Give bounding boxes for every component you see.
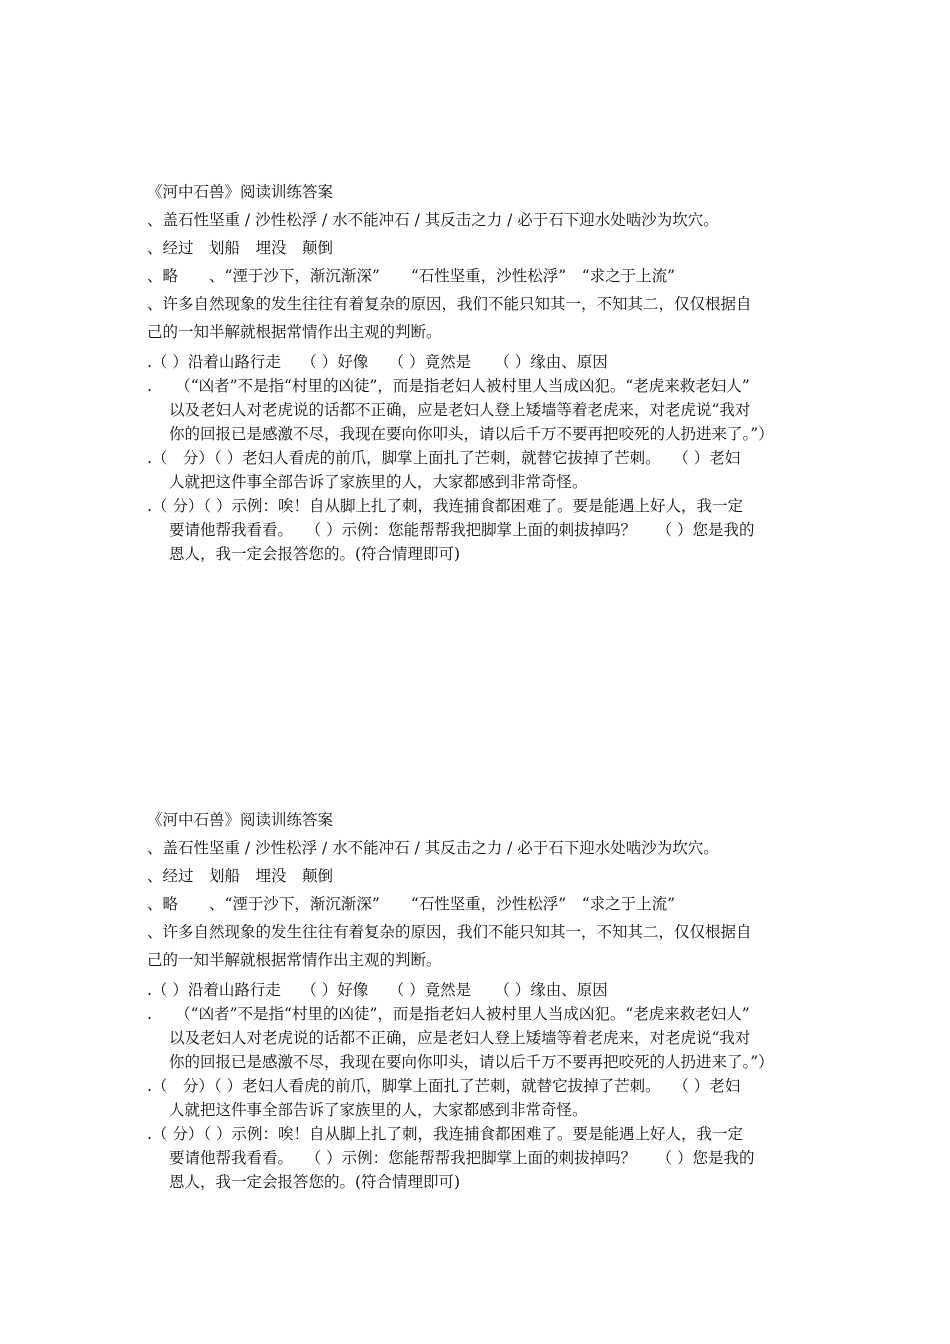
answer-b2 xyxy=(147,1002,817,1074)
answer-b4-line-2: 要请他帮我看看。 （ ）示例：您能帮帮我把脚掌上面的刺拔掉吗？ （ ）您是我的 xyxy=(169,521,755,539)
answer-b1-line-1: .（ ）沿着山路行走 （ ）好像 （ ）竟然是 （ ）缘由、原因 xyxy=(147,353,608,371)
answer-4 xyxy=(147,290,817,346)
answer-4 xyxy=(147,918,817,974)
answer-b4 xyxy=(147,494,817,566)
answer-b3-line-2: 人就把这件事全部告诉了家族里的人，大家都感到非常奇怪。 xyxy=(169,1101,588,1119)
document-title: 《河中石兽》阅读训练答案 xyxy=(147,811,334,829)
answer-b1 xyxy=(147,978,817,1002)
answer-b3 xyxy=(147,446,817,494)
answer-b2-line-2: 以及老妇人对老虎说的话都不正确，应是老妇人登上矮墙等着老虎来，对老虎说“我对 xyxy=(169,1029,751,1047)
answer-b4-line-3: 恩人，我一定会报答您的。(符合情理即可) xyxy=(169,1173,461,1191)
answer-b2 xyxy=(147,374,817,446)
answer-4-line-2: 己的一知半解就根据常情作出主观的判断。 xyxy=(147,323,442,341)
answer-4-line-1: 、许多自然现象的发生往往有着复杂的原因，我们不能只知其一，不知其二，仅仅根据自 xyxy=(147,923,752,941)
answer-2: 、经过 划船 埋没 颠倒 xyxy=(147,867,334,885)
answer-b2-line-3: 你的回报已是感激不尽，我现在要向你叩头，请以后千万不要再把咬死的人扔进来了。”） xyxy=(169,1053,774,1071)
answer-b2-line-1: . （“凶者”不是指“村里的凶徒”，而是指老妇人被村里人当成凶犯。“老虎来救老妇人” xyxy=(147,1005,750,1023)
answer-b2-line-2: 以及老妇人对老虎说的话都不正确，应是老妇人登上矮墙等着老虎来，对老虎说“我对 xyxy=(169,401,751,419)
answer-b3-line-1: .（ 分）（ ）老妇人看虎的前爪，脚掌上面扎了芒刺，就替它拔掉了芒刺。 （ ）老妇 xyxy=(147,1077,741,1095)
answer-b1 xyxy=(147,350,817,374)
document-title: 《河中石兽》阅读训练答案 xyxy=(147,183,334,201)
answer-sheet-copy-2 xyxy=(147,806,817,1194)
answer-3: 、略 、“湮于沙下，渐沉渐深” “石性坚重，沙性松浮” “求之于上流” xyxy=(147,267,676,285)
answer-b1-line-1: .（ ）沿着山路行走 （ ）好像 （ ）竟然是 （ ）缘由、原因 xyxy=(147,981,608,999)
answer-b4-line-1: .（ 分）（ ）示例：唉！自从脚上扎了刺，我连捕食都困难了。要是能遇上好人，我一定 xyxy=(147,497,744,515)
answer-b4-line-3: 恩人，我一定会报答您的。(符合情理即可) xyxy=(169,545,461,563)
answer-b4 xyxy=(147,1122,817,1194)
answer-b3-line-2: 人就把这件事全部告诉了家族里的人，大家都感到非常奇怪。 xyxy=(169,473,588,491)
answer-4-line-2: 己的一知半解就根据常情作出主观的判断。 xyxy=(147,951,442,969)
answer-b4-line-2: 要请他帮我看看。 （ ）示例：您能帮帮我把脚掌上面的刺拔掉吗？ （ ）您是我的 xyxy=(169,1149,755,1167)
answer-2: 、经过 划船 埋没 颠倒 xyxy=(147,239,334,257)
answer-3: 、略 、“湮于沙下，渐沉渐深” “石性坚重，沙性松浮” “求之于上流” xyxy=(147,895,676,913)
answer-b4-line-1: .（ 分）（ ）示例：唉！自从脚上扎了刺，我连捕食都困难了。要是能遇上好人，我一定 xyxy=(147,1125,744,1143)
answer-sheet-copy-1 xyxy=(147,178,817,566)
answer-b3-line-1: .（ 分）（ ）老妇人看虎的前爪，脚掌上面扎了芒刺，就替它拔掉了芒刺。 （ ）老妇 xyxy=(147,449,741,467)
answer-1: 、盖石性坚重 / 沙性松浮 / 水不能冲石 / 其反击之力 / 必于石下迎水处啮沙为坎穴。 xyxy=(147,839,719,857)
answer-b3 xyxy=(147,1074,817,1122)
answer-b2-line-1: . （“凶者”不是指“村里的凶徒”，而是指老妇人被村里人当成凶犯。“老虎来救老妇人” xyxy=(147,377,750,395)
answer-1: 、盖石性坚重 / 沙性松浮 / 水不能冲石 / 其反击之力 / 必于石下迎水处啮沙为坎穴。 xyxy=(147,211,719,229)
answer-4-line-1: 、许多自然现象的发生往往有着复杂的原因，我们不能只知其一，不知其二，仅仅根据自 xyxy=(147,295,752,313)
answer-b2-line-3: 你的回报已是感激不尽，我现在要向你叩头，请以后千万不要再把咬死的人扔进来了。”） xyxy=(169,425,774,443)
